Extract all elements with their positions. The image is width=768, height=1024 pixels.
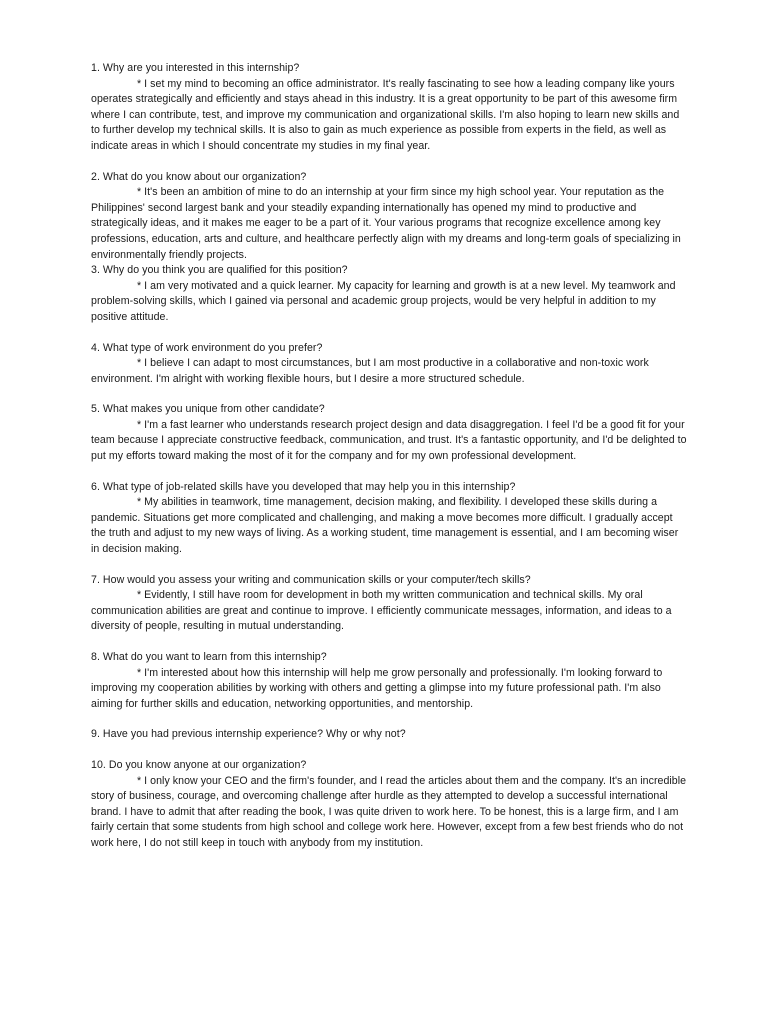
qa-item-2 <box>91 170 687 264</box>
qa-item-4 <box>91 341 687 388</box>
question-9: 9. Have you had previous internship experience? Why or why not? <box>91 728 406 741</box>
answer-1: * I set my mind to becoming an office administrator. It's really fascinating to see how a leading company like yours operates strategically and efficiently and stays ahead in this industry. It is a great opportunity to be part of this awesome firm where I can contribute, test, and improve my communication and organizational skills. I'm also hoping to learn new skills and to further develop my technical skills. It is also to gain as much experience as possible from experts in the field, as well as indicate areas in which I should concentrate my studies in my final year. <box>91 77 680 152</box>
qa-item-5 <box>91 402 687 464</box>
answer-8: * I'm interested about how this internship will help me grow personally and professionally. I'm looking forward to improving my cooperation abilities by working with others and getting a glimpse into my future professional path. I'm also aiming for further skills and education, networking opportunities, and mentorship. <box>91 666 663 710</box>
question-5: 5. What makes you unique from other candidate? <box>91 403 325 416</box>
question-3: 3. Why do you think you are qualified for this position? <box>91 264 348 277</box>
answer-5: * I'm a fast learner who understands research project design and data disaggregation. I feel I'd be a good fit for your team because I appreciate constructive feedback, communication, and trust. It's a fantastic opportunity, and I'd be delighted to put my efforts toward making the most of it for the company and for my own professional development. <box>91 418 687 463</box>
question-8: 8. What do you want to learn from this internship? <box>91 651 327 663</box>
qa-item-1 <box>91 61 687 155</box>
answer-2: * It's been an ambition of mine to do an internship at your firm since my high school year. Your reputation as the Philippines' second largest bank and your steadily expanding internationally has opened my mind to productive and strategically ideas, and it makes me eager to be a part of it. Your various programs that recognize excellence among key professions, education, arts and culture, and healthcare perfectly align with my dreams and long-term goals of specializing in environmentally friendly projects. <box>91 186 681 261</box>
question-1: 1. Why are you interested in this internship? <box>91 62 300 74</box>
question-6: 6. What type of job-related skills have you developed that may help you in this internship? <box>91 480 516 493</box>
question-4: 4. What type of work environment do you prefer? <box>91 341 323 354</box>
qa-item-8 <box>91 650 687 712</box>
qa-item-7 <box>91 573 687 635</box>
answer-3: * I am very motivated and a quick learner. My capacity for learning and growth is at a new level. My teamwork and problem-solving skills, which I gained via personal and academic group projects, would be very helpful in addition to my positive attitude. <box>91 279 676 323</box>
answer-7: * Evidently, I still have room for development in both my written communication and technical skills. My oral communication abilities are great and continue to improve. I efficiently communicate messages, information, and ideas to a diversity of people, resulting in mutual understanding. <box>91 589 672 633</box>
document-page <box>91 61 687 852</box>
qa-item-10 <box>91 758 687 852</box>
answer-10: * I only know your CEO and the firm's founder, and I read the articles about them and the company. It's an incredible story of business, courage, and overcoming challenge after hurdle as they attempted to develop a successful international brand. I have to admit that after reading the book, I was quite driven to work here. To be honest, this is a large firm, and I am fairly certain that some students from high school and college work here. However, except from a few best friends who do not work here, I do not still keep in touch with anybody from my institution. <box>91 774 687 849</box>
question-7: 7. How would you assess your writing and communication skills or your computer/tech skills? <box>91 573 531 586</box>
question-10: 10. Do you know anyone at our organization? <box>91 758 307 771</box>
qa-item-6 <box>91 480 687 558</box>
answer-6: * My abilities in teamwork, time management, decision making, and flexibility. I developed these skills during a pandemic. Situations get more complicated and challenging, and making a move becomes more difficult. I gradually accept the truth and adjust to my new ways of living. As a working student, time management is essential, and I am becoming wiser in decision making. <box>91 496 679 556</box>
answer-4: * I believe I can adapt to most circumstances, but I am most productive in a collaborative and non-toxic work environment. I'm alright with working flexible hours, but I desire a more structured schedule. <box>91 357 649 385</box>
qa-item-9 <box>91 727 687 743</box>
question-2: 2. What do you know about our organization? <box>91 170 307 183</box>
qa-item-3 <box>91 263 687 325</box>
